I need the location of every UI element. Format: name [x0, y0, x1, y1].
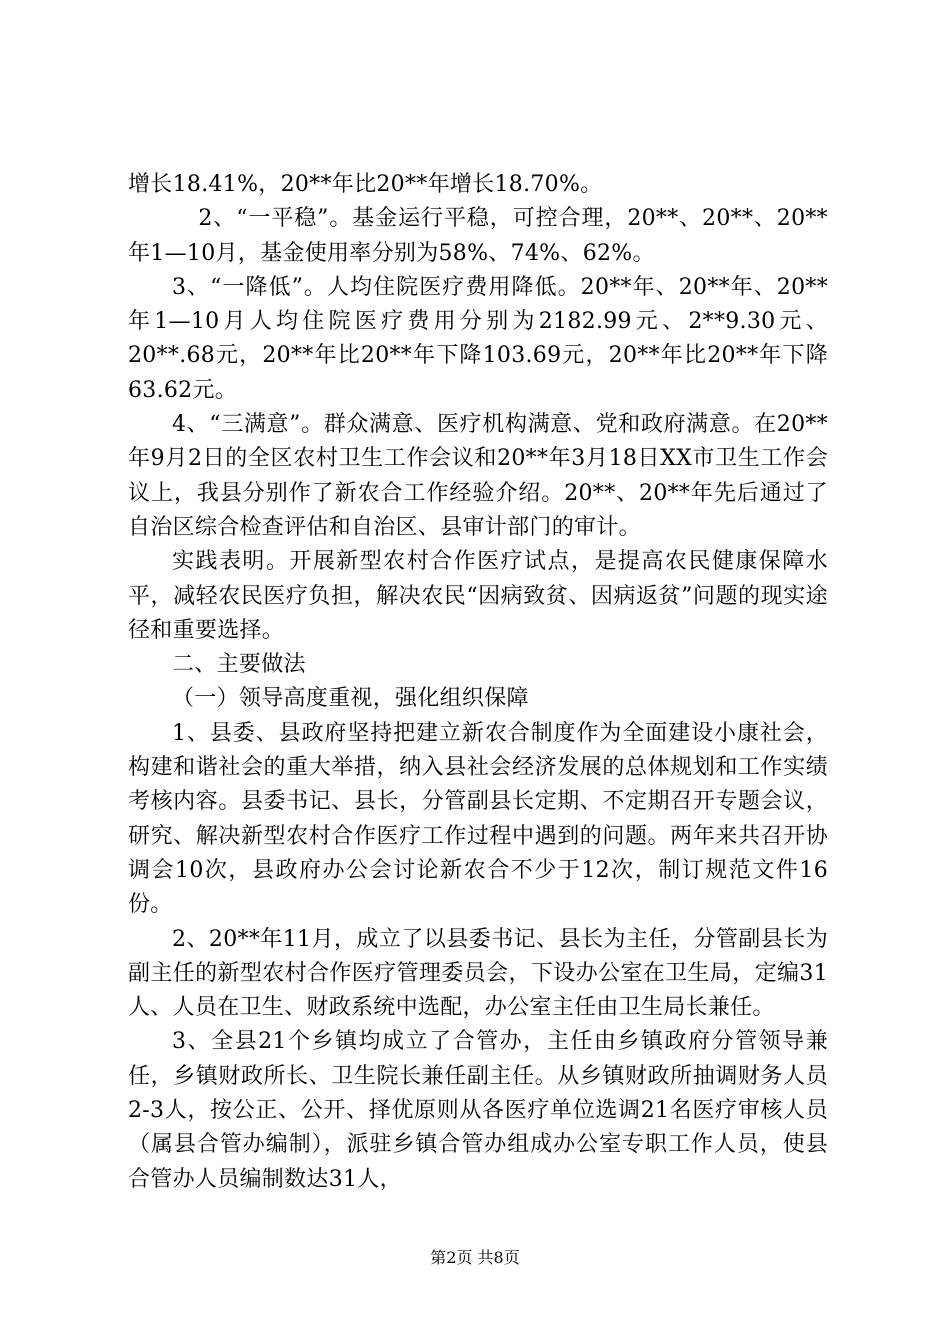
- subsection-heading-leadership: （一）领导高度重视，强化组织保障: [172, 686, 529, 712]
- paragraph-continuation: 增长18.41%，20**年比20**年增长18.70%。: [128, 172, 603, 197]
- section-heading-main-methods: 二、主要做法: [172, 652, 306, 678]
- paragraph-item-3: 3、全县21个乡镇均成立了合管办，主任由乡镇政府分管领导兼任，乡镇财政所长、卫生院长兼任副主任。从乡镇财政所抽调财务人员2-3人，按公正、公开、择优原则从各医疗单位选调21名医疗审核人员（属县合管办编制），派驻乡镇合管办组成办公室专职工作人员，使县合管办人员编制数达31人，: [128, 1029, 828, 1192]
- page-footer: 第2页 共8页: [430, 1248, 520, 1267]
- paragraph-fund-stable: 2、“一平稳”。基金运行平稳，可控合理，20**、20**、20**年1—10月，基金使用率分别为58%、74%、62%。: [128, 206, 828, 266]
- paragraph-three-satisfaction: 4、“三满意”。群众满意、医疗机构满意、党和政府满意。在20**年9月2日的全区农村卫生工作会议和20**年3月18日XX市卫生工作会议上，我县分别作了新农合工作经验介绍。20**、20**年先后通过了自治区综合检查评估和自治区、县审计部门的审计。: [128, 412, 828, 540]
- document-body: [128, 168, 828, 1197]
- paragraph-cost-reduction: 3、“一降低”。人均住院医疗费用降低。20**年、20**年、20**年1—10月人均住院医疗费用分别为2182.99元、2**9.30元、20**.68元，20**年比20**年下降103.69元，20**年比20**年下降63.62元。: [128, 274, 828, 403]
- paragraph-practice-shows: 实践表明。开展新型农村合作医疗试点，是提高农民健康保障水平，减轻农民医疗负担，解决农民“因病致贫、因病返贫”问题的现实途径和重要选择。: [128, 549, 828, 643]
- paragraph-item-1: 1、县委、县政府坚持把建立新农合制度作为全面建设小康社会，构建和谐社会的重大举措，纳入县社会经济发展的总体规划和工作实绩考核内容。县委书记、县长，分管副县长定期、不定期召开专题会议，研究、解决新型农村合作医疗工作过程中遇到的问题。两年来共召开协调会10次，县政府办公会讨论新农合不少于12次，制订规范文件16份。: [128, 720, 828, 918]
- paragraph-item-2: 2、20**年11月，成立了以县委书记、县长为主任，分管副县长为副主任的新型农村合作医疗管理委员会，下设办公室在卫生局，定编31人、人员在卫生、财政系统中选配，办公室主任由卫生局长兼任。: [128, 926, 828, 1021]
